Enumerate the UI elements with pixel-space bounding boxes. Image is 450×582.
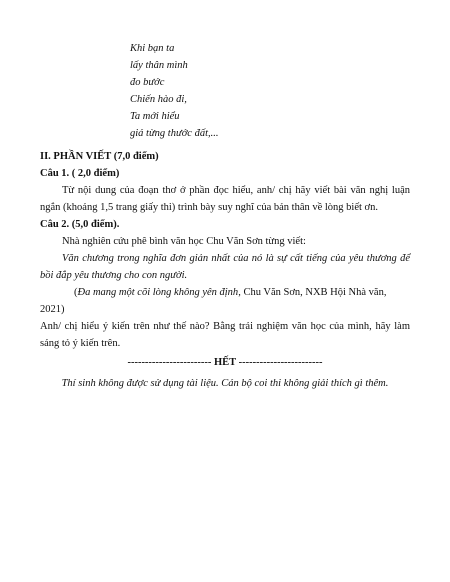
quote-source-open: ( [74,287,78,298]
question-1-heading: Câu 1. ( 2,0 điểm) [40,168,120,179]
poem-excerpt [130,40,219,142]
question-1-body: Từ nội dung của đoạn thơ ở phần đọc hiểu, anh/ chị hãy viết bài văn nghị luận ngắn (khoảng 1,5 trang giấy thi) trình bày suy nghĩ của bản thân về lòng biết ơn. [40,185,410,213]
exam-note: Thí sinh không được sử dụng tài liệu. Cán bộ coi thi không giải thích gì thêm. [61,378,389,389]
question-2-quote: Văn chương trong nghĩa đơn giản nhất của nó là sự cất tiếng của yêu thương để bồi đắp yêu thương cho con người. [40,253,410,281]
section-heading: II. PHẦN VIẾT (7,0 điểm) [40,151,159,162]
question-2-task: Anh/ chị hiểu ý kiến trên như thế nào? Bằng trải nghiệm văn học của mình, hãy làm sáng tỏ ý kiến trên. [40,321,410,349]
poem-line: Ta mới hiểu [130,111,180,122]
quote-source [40,284,410,318]
poem-line: Chiến hào đi, [130,94,187,105]
writing-section [40,148,410,392]
poem-line: Khi bạn ta [130,43,175,54]
question-2-heading: Câu 2. (5,0 điểm). [40,219,120,230]
question-2-intro: Nhà nghiên cứu phê bình văn học Chu Văn Sơn từng viết: [62,236,306,247]
quote-source-details: , Chu Văn Sơn, NXB Hội Nhà văn, 2021) [40,287,387,315]
poem-line: giá từng thước đất,... [130,128,219,139]
poem-line: đo bước [130,77,165,88]
poem-line: lấy thân mình [130,60,188,71]
end-marker: ------------------------ HẾT ------------------------ [127,357,323,368]
quote-source-title: Đa mang một cõi lòng không yên định [77,287,239,298]
